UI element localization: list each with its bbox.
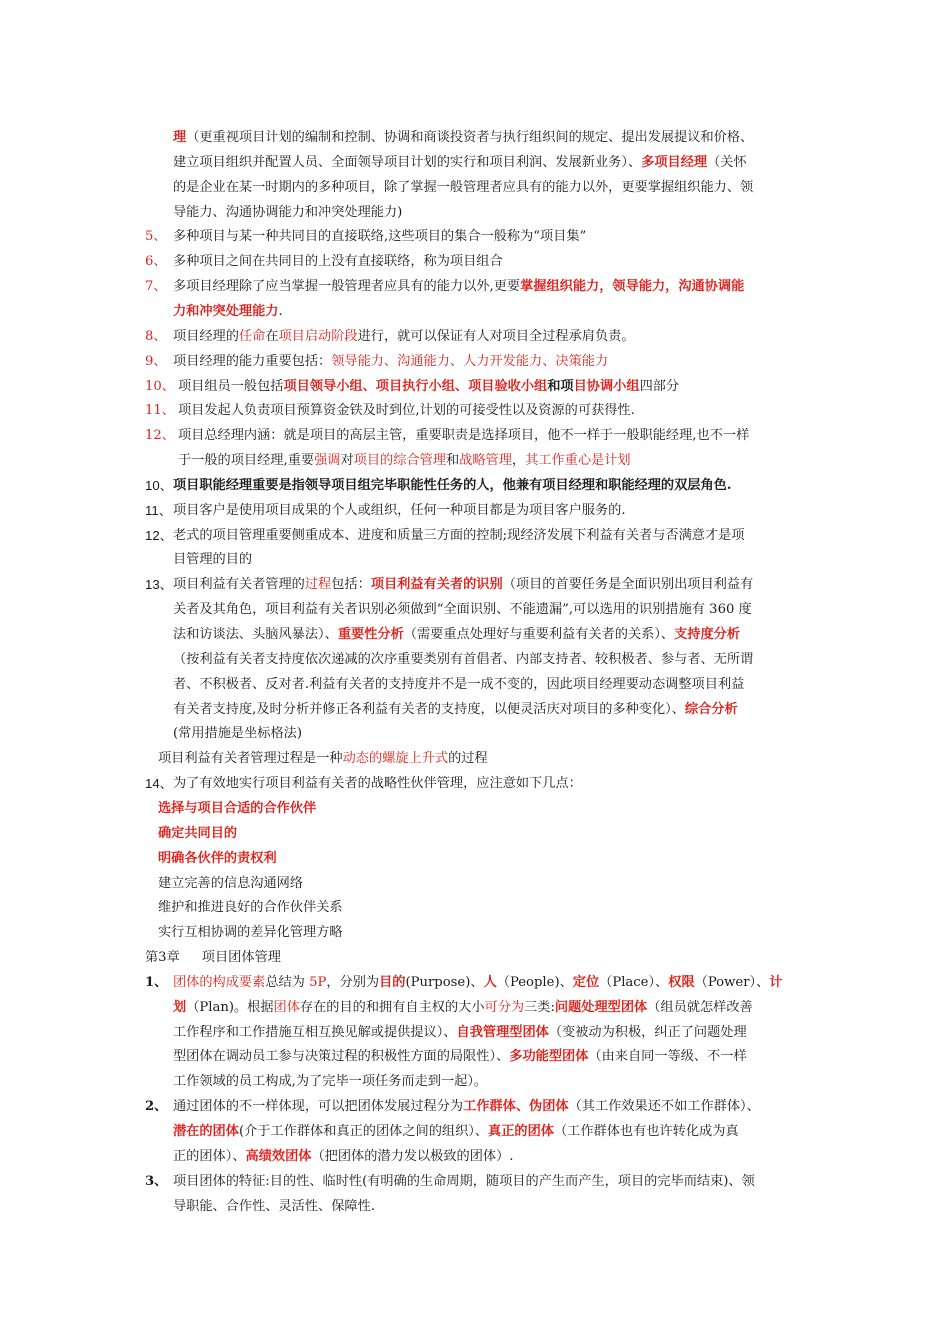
list-item-line [173, 575, 753, 594]
text-run: 理 [173, 130, 187, 145]
text-run: 目的 [379, 974, 406, 990]
list-item-line [173, 1072, 487, 1091]
text-run: 问题处理型团体 [554, 999, 648, 1015]
item-number: 5、 [145, 229, 167, 245]
text-run: 多项目经理除了应当掌握一般管理者应具有的能力以外,更要 [173, 279, 521, 295]
partner-point [158, 824, 237, 843]
item-number: 6、 [145, 254, 167, 270]
text-run: 项目经理的 [173, 328, 239, 344]
paragraph-line [173, 153, 747, 172]
list-item-line [178, 451, 631, 470]
text-run: 多项目经理 [641, 154, 708, 170]
paragraph-line [173, 178, 753, 197]
text-run: 导能力、沟通协调能力和冲突处理能力) [173, 204, 403, 220]
text-run: (常用措施是坐标格法) [173, 726, 302, 742]
text-run: （需要重点处理好与重要利益有关者的关系）、 [403, 627, 675, 642]
list-item-line [173, 227, 586, 246]
text-run: 项目利益有关者的识别 [370, 577, 503, 593]
text-run: （把团体的潜力发以极致的团体）. [311, 1148, 514, 1164]
list-item-line [173, 724, 302, 743]
text-run: 掌握组织能力，领导能力，沟通协调能 [520, 279, 745, 295]
item-number: 12、 [145, 428, 175, 444]
partner-point [158, 799, 316, 818]
list-item-line [173, 650, 753, 669]
item-number: 2、 [145, 1099, 168, 1115]
text-run: 明确各伙伴的责权利 [158, 850, 277, 866]
text-run: 过程 [304, 577, 332, 593]
text-run: 项目职能经理重要是指领导项目组完毕职能性任务的人，他兼有项目经理和职能经理的双层角色. [173, 477, 732, 493]
text-run: 建立完善的信息沟通网络 [158, 875, 304, 891]
text-run: 领导能力、沟通能力、人力开发能力、决策能力 [331, 353, 609, 369]
text-run: 者、不积极者、反对者.利益有关者的支持度并不是一成不变的，因此项目经理要动态调整项目利益 [173, 676, 745, 692]
text-run: （People)、 [496, 974, 573, 990]
text-run: 任命 [238, 328, 266, 344]
text-run: 人 [483, 974, 497, 990]
text-run: 有关者支持度,及时分析并修正各利益有关者的支持度，以便灵活庆对项目的多种变化）、 [173, 701, 685, 717]
list-item-line [173, 1047, 747, 1066]
text-run: 项目团体的特征:目的性、临时性(有明确的生命周期，随项目的产生而产生，项目的完毕而结束)、领 [173, 1173, 755, 1189]
text-run: 目协调小组 [573, 378, 640, 394]
text-run: （由来自同一等级、不一样 [588, 1049, 747, 1065]
list-item-line [173, 1197, 375, 1216]
text-run: 多种项目之间在共同目的上没有直接联络，称为项目组合 [173, 254, 503, 270]
item-number: 3、 [145, 1173, 168, 1189]
text-run: 其工作重心是计划 [525, 453, 631, 469]
list-item-line [173, 1147, 513, 1166]
text-run: （按利益有关者支持度依次递减的次序重要类别有首倡者、内部支持者、较积极者、参与者、无所谓 [173, 651, 754, 667]
text-run: 建立项目组织并配置人员、全面领导项目计划的实行和项目利润、发展新业务）、 [173, 154, 642, 170]
text-run: 老式的项目管理重要侧重成本、进度和质量三方面的控制;现经济发展下利益有关者与否满意才是项 [173, 527, 745, 543]
partner-point [158, 849, 277, 868]
chapter-title: 项目团体管理 [201, 950, 281, 966]
text-run: 的过程 [448, 751, 488, 767]
text-run: 综合分析 [684, 701, 738, 717]
text-run: 总结为 [265, 974, 310, 990]
list-item-line [173, 352, 608, 371]
text-run: 关者及其角色，项目利益有关者识别必须做到“全面识别、不能遗漏”,可以选用的识别措施有 360 度 [173, 602, 752, 618]
text-run: 工作群体、伪团体 [463, 1099, 569, 1115]
text-run: 项目利益有关者管理过程是一种 [158, 751, 343, 767]
text-run: 战略管理 [459, 453, 512, 469]
text-run: （项目的首要任务是全面识别出项目利益有 [502, 577, 754, 593]
text-run: 项目利益有关者管理的 [173, 577, 305, 593]
partner-point [158, 923, 343, 942]
item-number: 10、 [145, 378, 175, 394]
text-run: 项目经理的能力重要包括： [173, 353, 332, 369]
text-run: 重要性分析 [337, 627, 404, 642]
text-run: 自我管理型团体 [456, 1024, 549, 1040]
text-run: 项目组员一般包括 [178, 378, 284, 394]
paragraph-line [173, 203, 402, 222]
text-run: 定位 [572, 974, 600, 990]
text-run: 项目启动阶段 [278, 328, 358, 344]
list-item-line [173, 501, 626, 520]
text-run: 在 [265, 328, 279, 344]
text-run: 5P [309, 974, 327, 990]
list-item-line [173, 327, 635, 346]
item-number: 13、 [145, 577, 173, 593]
list-item-line [173, 277, 744, 296]
text-run: 的是企业在某一时期内的多种项目，除了掌握一般管理者应具有的能力以外，更要掌握组织能力、领 [173, 179, 754, 195]
text-run: 划 [173, 999, 187, 1015]
list-item-line [173, 1023, 747, 1042]
list-item-line [178, 401, 635, 420]
text-run: 维护和推进良好的合作伙伴关系 [158, 900, 343, 916]
text-run: 潜在的团体 [173, 1124, 239, 1139]
text-run: 通过团体的不一样体现，可以把团体发展过程分为 [173, 1099, 464, 1115]
item-number: 11、 [145, 502, 172, 518]
list-item-line [173, 998, 753, 1017]
list-item-line [173, 252, 503, 271]
text-run: 和 [445, 453, 460, 469]
text-run: 计 [769, 974, 783, 990]
item-number: 14、 [145, 776, 173, 792]
list-item-line [178, 426, 749, 445]
item-number: 11、 [145, 403, 175, 419]
text-run: 法和访谈法、头脑风暴法）、 [173, 627, 338, 642]
list-item-line [173, 973, 782, 992]
list-item-line [173, 1122, 739, 1141]
text-run: 工作领域的员工构成,为了完毕一项任务而走到一起）。 [173, 1074, 488, 1090]
text-run: 多功能型团体 [509, 1049, 589, 1065]
list-item-line [173, 302, 283, 321]
list-item-line [173, 600, 752, 619]
list-item-line [173, 476, 731, 495]
text-run: 型团体在调动员工参与决策过程的积极性方面的局限性）、 [173, 1049, 510, 1065]
text-run: 项目发起人负责项目预算资金铁及时到位,计划的可接受性以及资源的可获得性. [178, 403, 635, 419]
text-run: 存在的目的和拥有自主权的大小 [299, 999, 485, 1015]
note-line [158, 749, 488, 768]
text-run: 项目的综合管理 [353, 453, 446, 469]
list-item-line [173, 700, 738, 719]
text-run: 正的团体）、 [173, 1148, 246, 1164]
text-run: 选择与项目合适的合作伙伴 [158, 800, 317, 816]
text-run: 项目客户是使用项目成果的个人或组织，任何一种项目都是为项目客户服务的. [173, 502, 626, 518]
text-run: 强调 [314, 453, 341, 469]
list-item-line [173, 526, 745, 545]
text-run: ， [511, 453, 526, 469]
text-run: 于一般的项目经理,重要 [178, 453, 315, 469]
text-run: 导职能、合作性、灵活性、保障性. [173, 1198, 376, 1214]
list-item-line [178, 377, 679, 396]
text-run: 力和冲突处理能力 [173, 303, 279, 319]
partner-point [158, 898, 343, 917]
text-run: 权限 [668, 974, 695, 990]
list-item-line [173, 550, 252, 569]
text-run: （其工作效果还不如工作群体）、 [568, 1099, 760, 1115]
text-run: （组员就怎样改善 [647, 999, 753, 1015]
text-run: 为了有效地实行项目利益有关者的战略性伙伴管理，应注意如下几点： [173, 776, 582, 792]
text-run: 四部分 [639, 378, 680, 394]
text-run: 支持度分析 [674, 627, 741, 642]
text-run: 团体 [273, 999, 300, 1015]
text-run: （Power）、 [694, 974, 770, 990]
partner-point [158, 874, 303, 893]
text-run: 动态的螺旋上升式 [342, 751, 449, 767]
text-run: 实行互相协调的差异化管理方略 [158, 925, 343, 941]
list-item-line [173, 625, 740, 644]
text-run: (介于工作群体和真正的团体之间的组织）、 [238, 1124, 489, 1139]
text-run: （Place）、 [599, 974, 669, 990]
text-run: 团体的构成要素 [173, 974, 266, 990]
text-run: . [278, 303, 283, 319]
text-run: 项目领导小组、项目执行小组、项目验收小组 [283, 378, 548, 394]
text-run: ，分别为 [326, 974, 380, 990]
list-item-line [173, 675, 744, 694]
item-number: 1、 [145, 974, 168, 990]
item-number: 7、 [145, 279, 167, 295]
list-item-line [173, 774, 582, 793]
text-run: 高绩效团体 [245, 1148, 312, 1164]
text-run: 目管理的目的 [173, 552, 253, 568]
text-run: 多种项目与某一种共同目的直接联络,这些项目的集合一般称为“项目集” [173, 229, 587, 245]
text-run: 工作程序和工作措施互相互换见解或提供提议）、 [173, 1024, 457, 1040]
text-run: 包括： [331, 577, 371, 593]
paragraph-line [173, 128, 753, 147]
list-item-line [173, 1172, 755, 1191]
text-run: 对 [340, 453, 354, 469]
text-run: 真正的团体 [488, 1124, 554, 1139]
chapter-label: 第3章 [145, 950, 180, 966]
text-run: 确定共同目的 [158, 825, 238, 841]
item-number: 12、 [145, 527, 173, 543]
text-run: （变被动为积极，纠正了问题处理 [548, 1024, 747, 1040]
text-run: （Plan)。根据 [186, 999, 274, 1015]
list-item-line [173, 1097, 760, 1116]
text-run: 可分为 [484, 999, 525, 1015]
item-number: 8、 [145, 328, 167, 344]
text-run: （关怀 [707, 154, 747, 170]
text-run: (Purpose)、 [405, 974, 484, 990]
text-run: 项目总经理内涵：就是项目的高层主管，重要职责是选择项目，他不一样于一般职能经理,也不一样 [178, 428, 750, 444]
chapter-heading [145, 948, 281, 967]
item-number: 10、 [145, 477, 173, 493]
text-run: （工作群体也有也许转化成为真 [553, 1124, 739, 1139]
item-number: 9、 [145, 353, 167, 369]
text-run: （更重视项目计划的编制和控制、协调和商谈投资者与执行组织间的规定、提出发展提议和价格、 [186, 130, 754, 145]
text-run: 进行，就可以保证有人对项目全过程承肩负责。 [357, 328, 635, 344]
text-run: 和项 [547, 378, 574, 394]
text-run: 三类: [524, 999, 555, 1015]
